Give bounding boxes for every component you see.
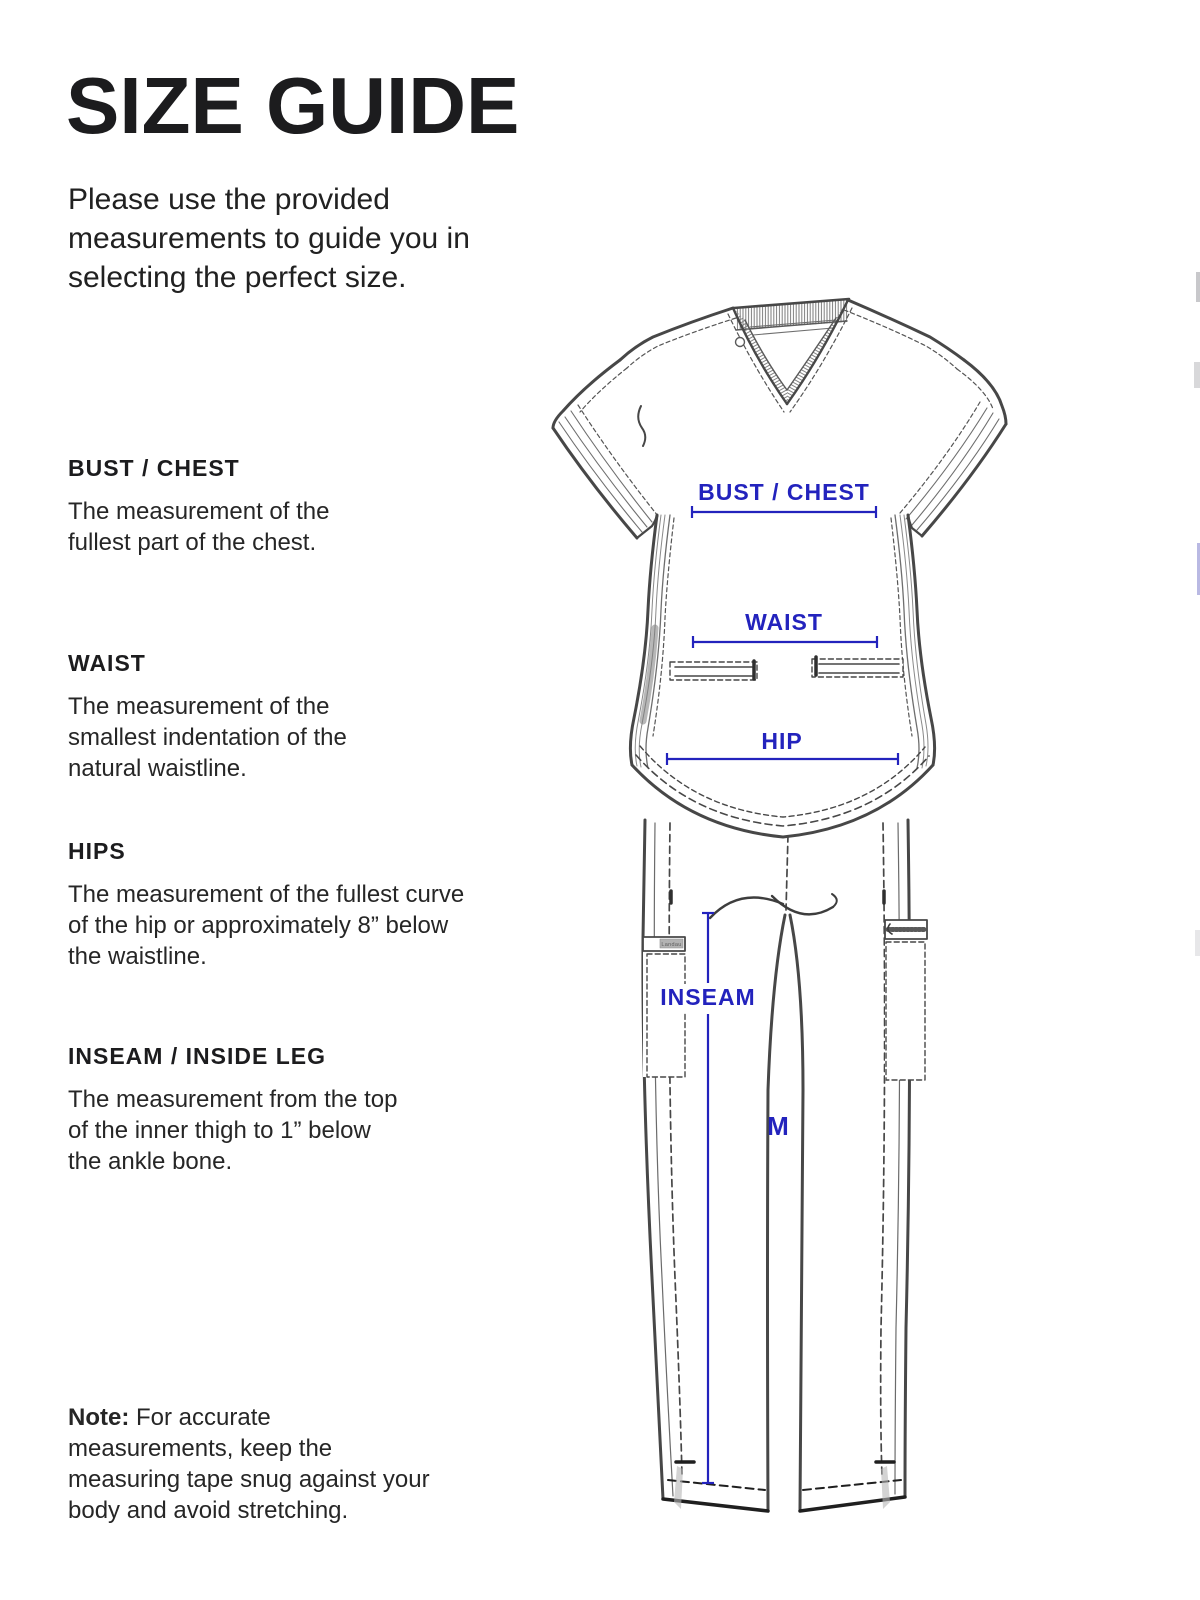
inseam-measure-label: INSEAM (660, 984, 756, 1010)
scrub-pants (643, 820, 927, 1511)
collar-notch (736, 338, 745, 347)
note (68, 1402, 436, 1526)
section-inseam (68, 1043, 408, 1177)
edge-artifact (1194, 362, 1200, 388)
cargo-pocket-right (885, 920, 927, 1080)
note-text: For accurate measurements, keep the measuring tape snug against your body and avoid stretching. (68, 1404, 430, 1524)
welt-pocket-left (670, 661, 757, 680)
section-hips (68, 838, 468, 972)
section-heading-waist: WAIST (68, 650, 146, 676)
size-marker-label: M (767, 1111, 789, 1141)
size-diagram (540, 278, 1015, 1538)
page-title: SIZE GUIDE (66, 61, 520, 150)
intro-text: Please use the provided measurements to guide you in selecting the perfect size. (68, 183, 470, 294)
note-label: Note: (68, 1404, 130, 1431)
section-heading-hips: HIPS (68, 838, 126, 864)
section-waist (68, 650, 383, 784)
section-description-inseam: The measurement from the top of the inner thigh to 1” below the ankle bone. (68, 1085, 398, 1175)
garment-illustration (540, 278, 1015, 1533)
hip-measure-label: HIP (761, 728, 803, 754)
waist-measure-label: WAIST (745, 609, 823, 635)
edge-artifact (1196, 272, 1200, 302)
section-heading-inseam: INSEAM / INSIDE LEG (68, 1043, 326, 1069)
welt-pocket-right (812, 657, 903, 677)
section-description-waist: The measurement of the smallest indentation of the natural waistline. (68, 692, 347, 782)
section-bust-chest (68, 455, 378, 558)
section-description-bust: The measurement of the fullest part of the chest. (68, 497, 330, 556)
section-heading-bust: BUST / CHEST (68, 455, 240, 481)
section-description-hips: The measurement of the fullest curve of the hip or approximately 8” below the waistline. (68, 880, 465, 970)
edge-artifact (1195, 930, 1200, 956)
bust-measure-label: BUST / CHEST (698, 479, 870, 505)
scrub-top (553, 299, 1006, 837)
pocket-brand-tag: Landau (661, 942, 682, 948)
